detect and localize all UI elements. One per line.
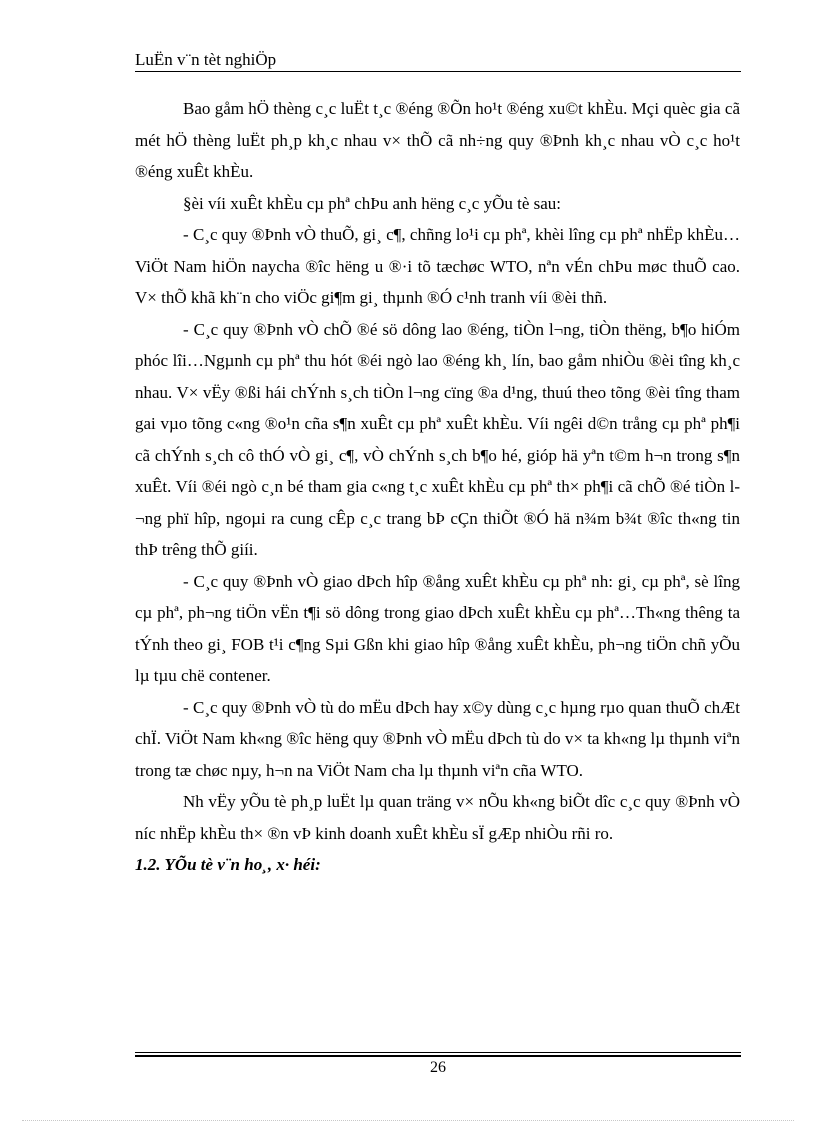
footer-divider (135, 1055, 741, 1057)
running-header: LuËn v¨n tèt nghiÖp (135, 50, 277, 69)
body-paragraph: - C¸c quy ®Þnh vÒ thuÕ, gi¸ c¶, chñng lo¹i cµ phª, khèi lîng cµ phª nhËp khÈu…ViÖt Nam hiÖn naycha ®îc hëng u ®·i tõ tæchøc WTO, nªn vÉn chÞu møc thuÕ cao. V× thÕ khã kh¨n cho viÖc gi¶m gi¸ thµnh ®Ó c¹nh tranh víi ®èi thñ. (135, 225, 740, 307)
body-paragraph: Nh vËy yÕu tè ph¸p luËt lµ quan träng v× nÕu kh«ng biÕt dîc c¸c quy ®Þnh vÒ níc nhËp khÈu th× ®n vÞ kinh doanh xuÊt khÈu sÏ gÆp nhiÒu rñi ro. (135, 792, 740, 843)
section-heading: 1.2. YÕu tè v¨n ho¸, x· héi: (135, 855, 321, 874)
body-paragraph: §èi víi xuÊt khÈu cµ phª chÞu anh hëng c¸c yÕu tè sau: (183, 193, 562, 213)
body-paragraph: - C¸c quy ®Þnh vÒ chÕ ®é sö dông lao ®éng, tiÒn l¬ng, tiÒn thëng, b¶o hiÓm phóc lîi…Ngµnh cµ phª thu hót ®éi ngò lao ®éng kh¸ lín, bao gåm nhiÒu ®èi tîng kh¸c nhau. V× vËy ®ßi hái chÝnh s¸ch tiÒn l¬ng cïng ®a d¹ng, thuú theo tõng ®èi tîng tham gai vµo tõng c«ng ®o¹n cña s¶n xuÊt cµ phª xuÊt khÈu. Víi ngêi d©n trång cµ phª ph¶i cã chÝnh s¸ch cô thÓ vÒ gi¸ c¶, vÒ chÝnh s¸ch b¶o hé, gióp hä yªn t©m h¬n trong s¶n xuÊt. Víi ®éi ngò c¸n bé tham gia c«ng t¸c xuÊt khÈu cµ phª th× ph¶i cã chÕ ®é tiÒn l¬ng phï hîp, ngoµi ra cung cÊp c¸c trang bÞ cÇn thiÕt ®Ó hä n¾m b¾t ®îc th«ng tin thÞ trêng thÕ giíi. (135, 319, 740, 559)
body-paragraph: - C¸c quy ®Þnh vÒ giao dÞch hîp ®ång xuÊt khÈu cµ phª nh: gi¸ cµ phª, sè lîng cµ phª, ph¬ng tiÖn vËn t¶i sö dông trong giao dÞch xuÊt khÈu cµ phª…Th«ng thêng ta tÝnh theo gi¸ FOB t¹i c¶ng Sµi Gßn khi giao hîp ®ång xuÊt khÈu, ph¬ng tiÖn chñ yÕu lµ tµu chë contener. (135, 571, 740, 685)
footer-divider (135, 1052, 741, 1053)
page-number: 26 (430, 1059, 446, 1076)
page-body (135, 93, 740, 881)
header-divider (135, 71, 741, 72)
body-paragraph: - C¸c quy ®Þnh vÒ tù do mËu dÞch hay x©y dùng c¸c hµng rµo quan thuÕ chÆt chÏ. ViÖt Nam kh«ng ®îc hëng quy ®Þnh vÒ mËu dÞch tù do v× ta kh«ng lµ thµnh viªn trong tæ chøc nµy, h¬n na ViÖt Nam cha lµ thµnh viªn cña WTO. (135, 697, 740, 780)
page-edge-divider (22, 1120, 794, 1121)
body-paragraph: Bao gåm hÖ thèng c¸c luËt t¸c ®éng ®Õn ho¹t ®éng xu©t khÈu. Mçi quèc gia cã mét hÖ thèng luËt ph¸p kh¸c nhau v× thÕ cã nh÷ng quy ®Þnh kh¸c nhau vÒ c¸c ho¹t ®éng xuÊt khÈu. (135, 99, 740, 181)
